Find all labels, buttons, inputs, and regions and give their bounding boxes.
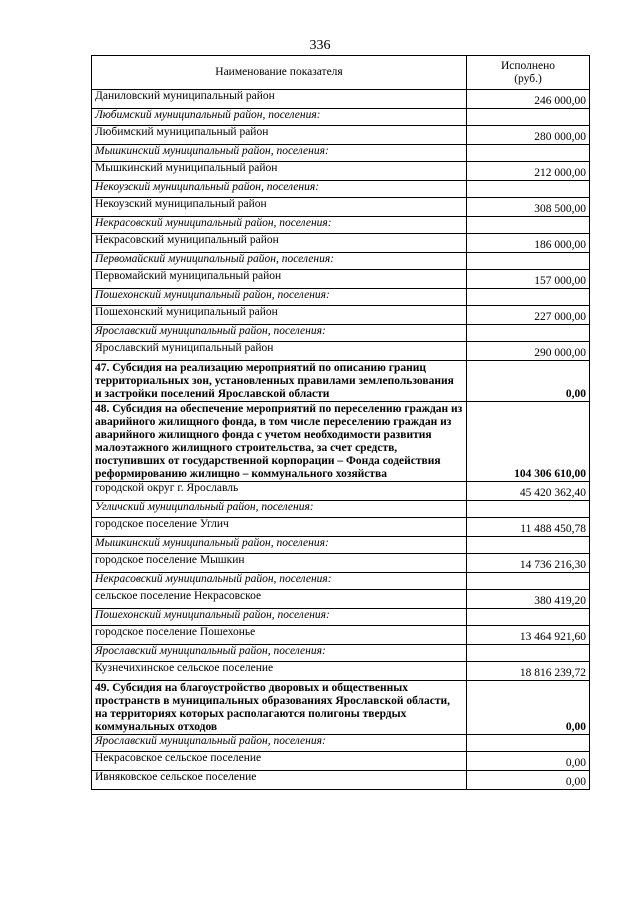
row-label: Некоузский муниципальный район, поселения: xyxy=(92,181,467,198)
row-amount xyxy=(467,109,590,126)
row-amount xyxy=(467,145,590,162)
district-row xyxy=(92,645,590,662)
row-amount xyxy=(467,573,590,590)
row-label: Первомайский муниципальный район, поселения: xyxy=(92,253,467,270)
row-amount xyxy=(467,645,590,662)
table-row xyxy=(92,342,590,361)
row-amount: 45 420 362,40 xyxy=(467,482,590,501)
table-row xyxy=(92,482,590,501)
header-executed-label: Исполнено xyxy=(500,59,556,72)
row-amount xyxy=(467,181,590,198)
table-row xyxy=(92,554,590,573)
row-label: Угличский муниципальный район, поселения: xyxy=(92,501,467,518)
row-label: Некрасовский муниципальный район, поселения: xyxy=(92,217,467,234)
row-label: Даниловский муниципальный район xyxy=(92,90,467,109)
row-label: Ярославский муниципальный район xyxy=(92,342,467,361)
row-amount xyxy=(467,253,590,270)
table-row xyxy=(92,771,590,790)
district-row xyxy=(92,253,590,270)
row-amount: 18 816 239,72 xyxy=(467,662,590,681)
row-amount: 0,00 xyxy=(467,361,590,402)
row-label: сельское поселение Некрасовское xyxy=(92,590,467,609)
row-label: 47. Субсидия на реализацию мероприятий по описанию границ территориальных зон, установленных правилами землепользования и застройки поселений Ярославской области xyxy=(92,361,467,402)
row-amount xyxy=(467,609,590,626)
row-amount xyxy=(467,735,590,752)
table-row xyxy=(92,306,590,325)
row-amount: 11 488 450,78 xyxy=(467,518,590,537)
district-row xyxy=(92,145,590,162)
row-label: Ярославский муниципальный район, поселения: xyxy=(92,645,467,662)
row-label: Мышкинский муниципальный район xyxy=(92,162,467,181)
district-row xyxy=(92,109,590,126)
row-label: Пошехонский муниципальный район, поселения: xyxy=(92,289,467,306)
row-amount xyxy=(467,501,590,518)
table-row xyxy=(92,270,590,289)
row-label: Первомайский муниципальный район xyxy=(92,270,467,289)
table-row xyxy=(92,626,590,645)
row-amount: 0,00 xyxy=(467,752,590,771)
row-label: Ярославский муниципальный район, поселения: xyxy=(92,735,467,752)
row-amount xyxy=(467,537,590,554)
district-row xyxy=(92,573,590,590)
row-label: Некрасовский муниципальный район, поселения: xyxy=(92,573,467,590)
row-amount: 290 000,00 xyxy=(467,342,590,361)
row-amount: 212 000,00 xyxy=(467,162,590,181)
subsidy-row xyxy=(92,681,590,735)
row-label: Некрасовский муниципальный район xyxy=(92,234,467,253)
table-row xyxy=(92,518,590,537)
header-executed-amount xyxy=(467,56,590,90)
row-amount xyxy=(467,217,590,234)
row-amount: 280 000,00 xyxy=(467,126,590,145)
district-row xyxy=(92,735,590,752)
page-number: 336 xyxy=(309,38,331,53)
row-amount: 0,00 xyxy=(467,681,590,735)
district-row xyxy=(92,181,590,198)
table-body xyxy=(92,90,590,790)
district-row xyxy=(92,217,590,234)
district-row xyxy=(92,537,590,554)
row-label: Кузнечихинское сельское поселение xyxy=(92,662,467,681)
district-row xyxy=(92,289,590,306)
header-indicator-name: Наименование показателя xyxy=(92,56,467,90)
table-row xyxy=(92,126,590,145)
row-amount: 104 306 610,00 xyxy=(467,402,590,482)
district-row xyxy=(92,609,590,626)
table-row xyxy=(92,162,590,181)
row-amount: 14 736 216,30 xyxy=(467,554,590,573)
table-row xyxy=(92,662,590,681)
row-label: Любимский муниципальный район xyxy=(92,126,467,145)
district-row xyxy=(92,501,590,518)
row-amount: 246 000,00 xyxy=(467,90,590,109)
row-label: Ярославский муниципальный район, поселения: xyxy=(92,325,467,342)
row-label: Пошехонский муниципальный район, поселения: xyxy=(92,609,467,626)
header-currency-label: (руб.) xyxy=(514,72,542,85)
row-amount: 186 000,00 xyxy=(467,234,590,253)
row-amount: 157 000,00 xyxy=(467,270,590,289)
table-row xyxy=(92,90,590,109)
row-label: Любимский муниципальный район, поселения: xyxy=(92,109,467,126)
subsidy-row xyxy=(92,361,590,402)
row-amount: 308 500,00 xyxy=(467,198,590,217)
table-row xyxy=(92,752,590,771)
row-amount: 227 000,00 xyxy=(467,306,590,325)
row-label: городское поселение Пошехонье xyxy=(92,626,467,645)
row-label: Некрасовское сельское поселение xyxy=(92,752,467,771)
row-amount: 13 464 921,60 xyxy=(467,626,590,645)
row-amount xyxy=(467,325,590,342)
row-label: Ивняковское сельское поселение xyxy=(92,771,467,790)
subsidy-row xyxy=(92,402,590,482)
row-label: 49. Субсидия на благоустройство дворовых и общественных пространств в муниципальных образованиях Ярославской области, на территориях которых располагаются полигоны твердых коммунальных отходов xyxy=(92,681,467,735)
table-row xyxy=(92,590,590,609)
table-row xyxy=(92,198,590,217)
district-row xyxy=(92,325,590,342)
table-row xyxy=(92,234,590,253)
row-amount: 0,00 xyxy=(467,771,590,790)
row-label: Пошехонский муниципальный район xyxy=(92,306,467,325)
row-label: городской округ г. Ярославль xyxy=(92,482,467,501)
row-label: Некоузский муниципальный район xyxy=(92,198,467,217)
row-amount: 380 419,20 xyxy=(467,590,590,609)
table-header-row xyxy=(92,56,590,90)
row-label: Мышкинский муниципальный район, поселения: xyxy=(92,145,467,162)
row-label: 48. Субсидия на обеспечение мероприятий по переселению граждан из аварийного жилищного фонда, в том числе переселению граждан из аварийного жилищного фонда с учетом необходимости развития малоэтажного жилищного строительства, за счет средств, поступивших от государственной корпорации – Фонда содействия реформированию жилищно – коммунального хозяйства xyxy=(92,402,467,482)
budget-table xyxy=(91,55,590,790)
row-label: Мышкинский муниципальный район, поселения: xyxy=(92,537,467,554)
row-label: городское поселение Углич xyxy=(92,518,467,537)
row-amount xyxy=(467,289,590,306)
row-label: городское поселение Мышкин xyxy=(92,554,467,573)
